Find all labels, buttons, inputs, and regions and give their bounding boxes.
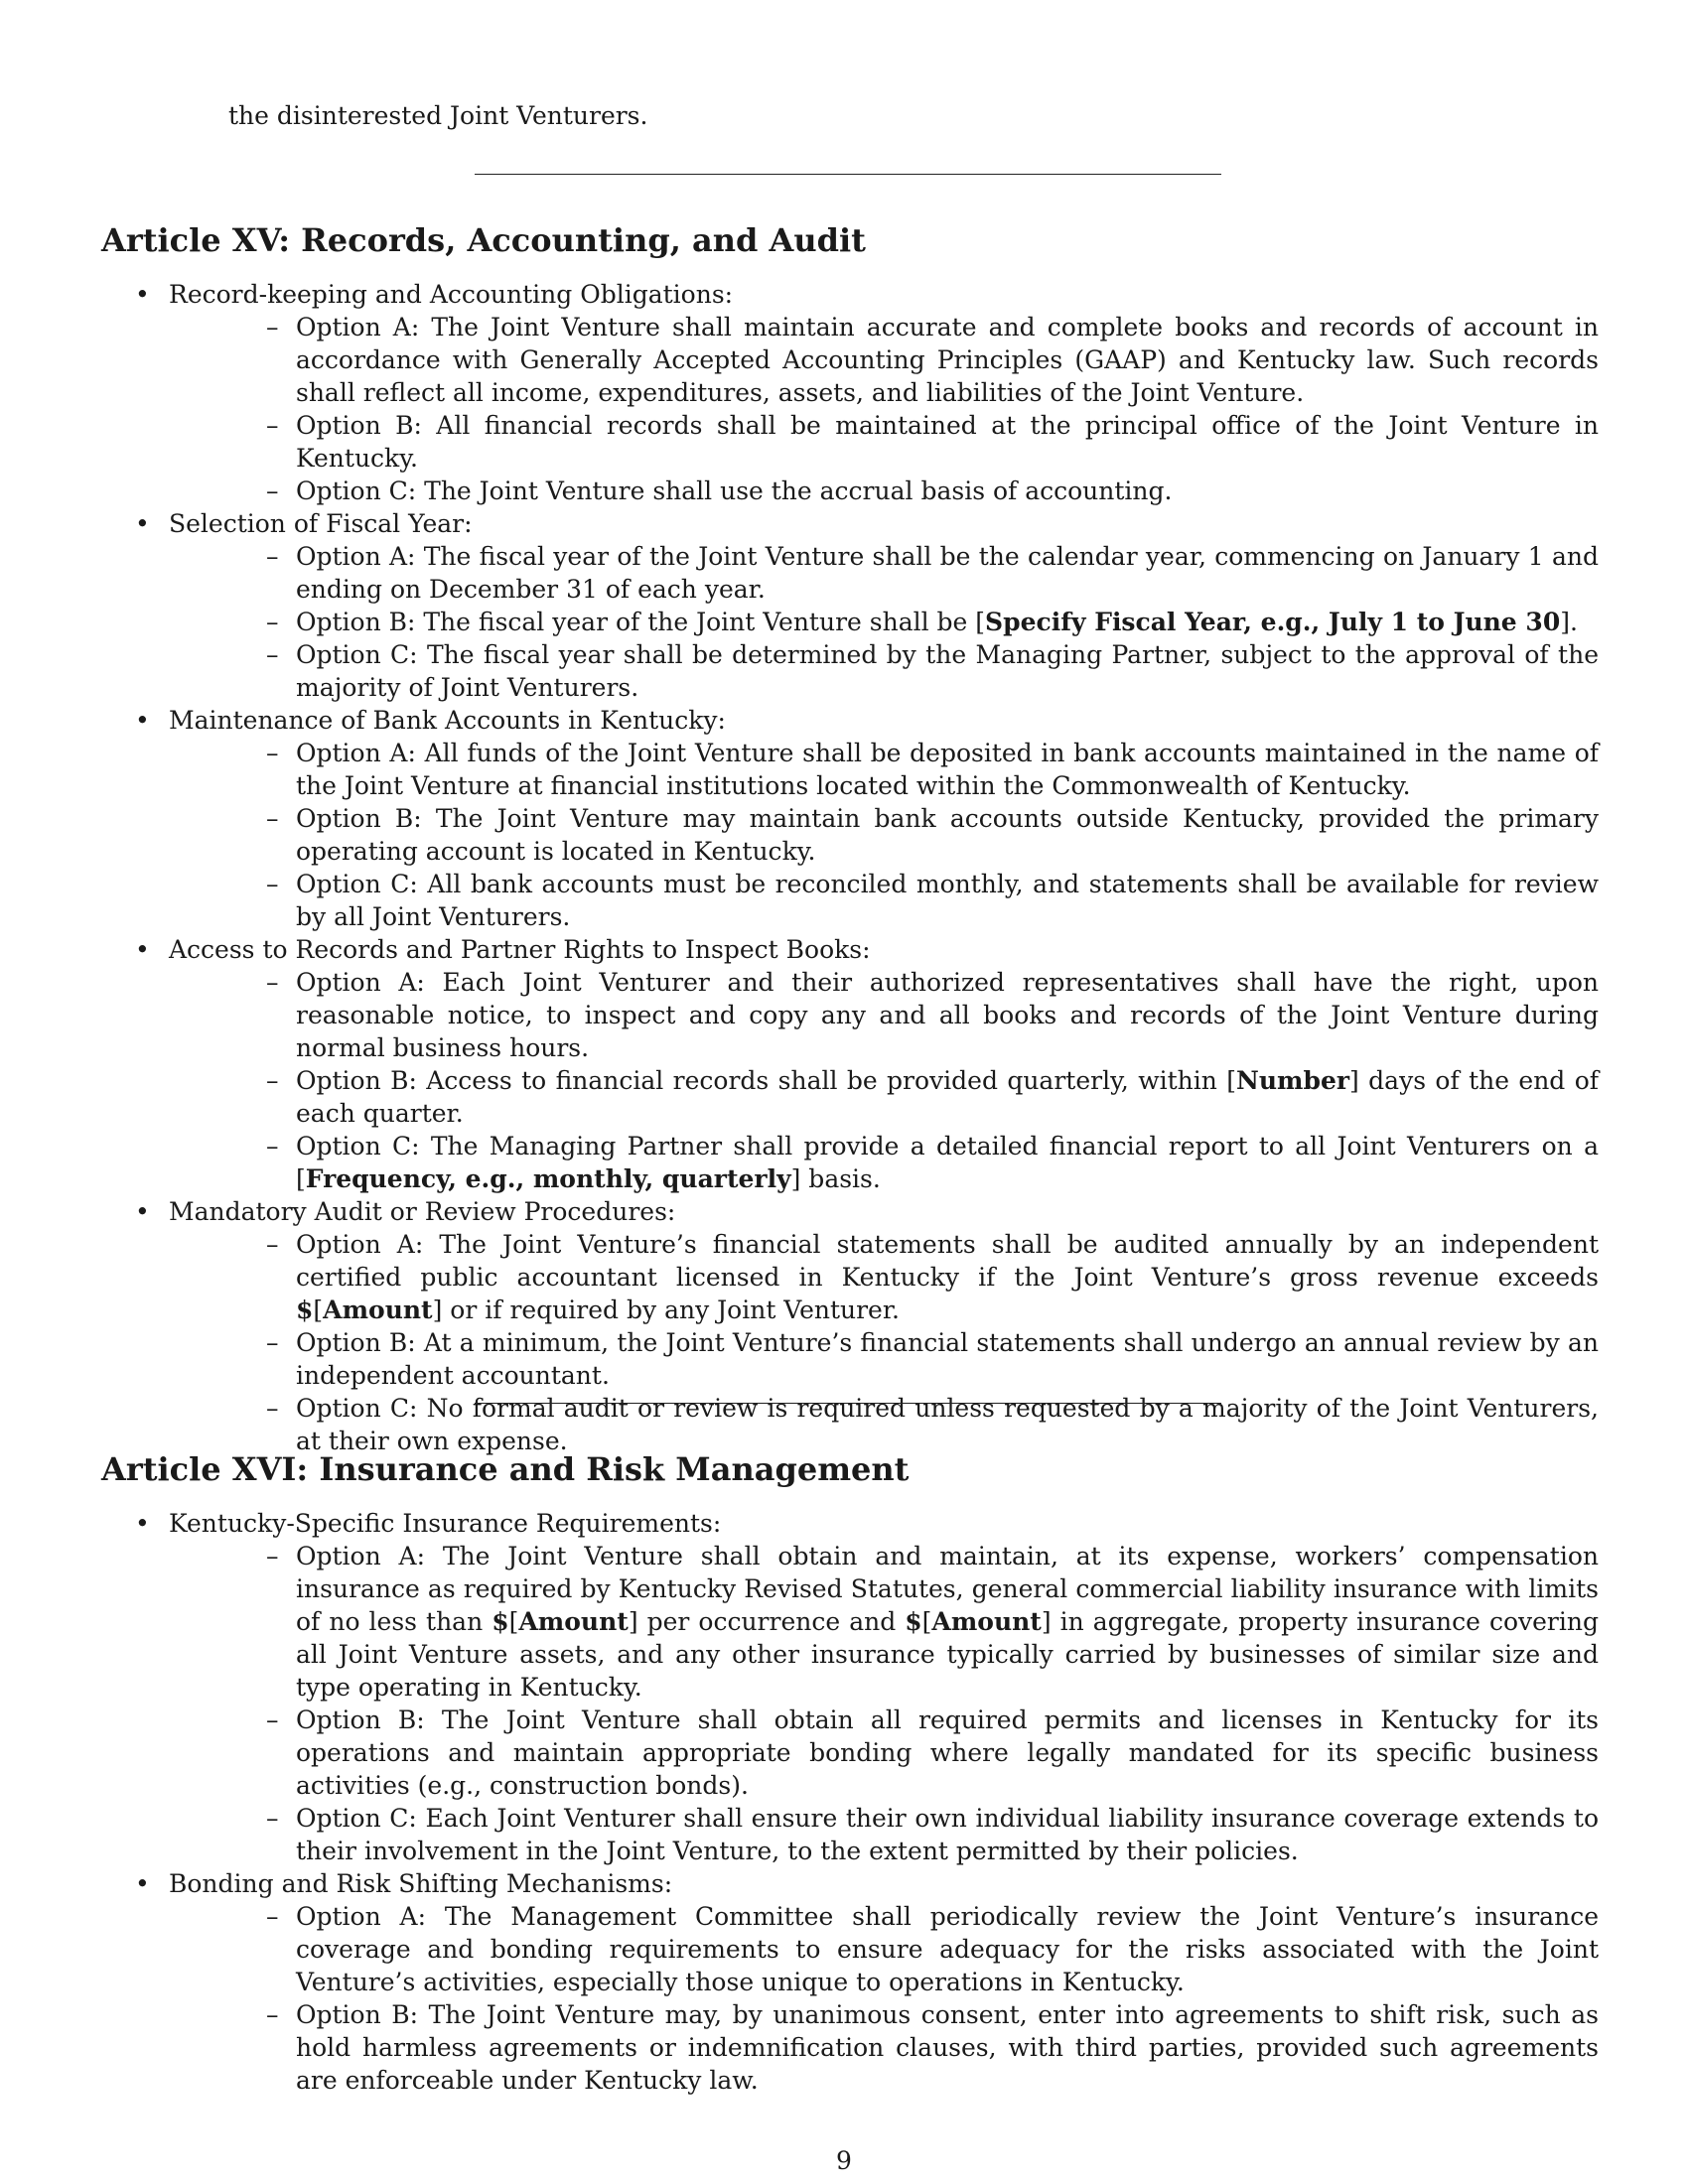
option-text: Option C: All bank accounts must be reconciled monthly, and statements shall be available for review by all Joint Venturers. bbox=[296, 870, 1599, 931]
dash-icon: – bbox=[266, 870, 279, 898]
provision-item bbox=[101, 704, 1599, 933]
provision-item bbox=[101, 1507, 1599, 1867]
dash-icon: – bbox=[266, 1230, 279, 1259]
option-item bbox=[169, 1802, 1599, 1867]
option-item bbox=[169, 1704, 1599, 1802]
option-text: Option B: Access to financial records shall be provided quarterly, within [ bbox=[296, 1066, 1236, 1095]
option-text: Option B: The Joint Venture may, by unanimous consent, enter into agreements to shift risk, such as hold harmless agreements or indemnification clauses, with third parties, provided such agreements are enforceable under Kentucky law. bbox=[296, 2000, 1599, 2095]
option-item bbox=[169, 540, 1599, 606]
option-list bbox=[169, 1900, 1599, 2097]
provision-item bbox=[101, 1867, 1599, 2097]
option-item bbox=[169, 1900, 1599, 1998]
dash-icon: – bbox=[266, 1394, 279, 1423]
option-text: Option C: No formal audit or review is required unless requested by a majority of the Joint Venturers, at their own expense. bbox=[296, 1394, 1599, 1455]
placeholder-text: Frequency, e.g., monthly, quarterly bbox=[305, 1164, 791, 1193]
bullet-icon: • bbox=[135, 280, 150, 309]
bullet-icon: • bbox=[135, 935, 150, 964]
option-item bbox=[169, 737, 1599, 802]
bullet-icon: • bbox=[135, 1869, 150, 1898]
option-item bbox=[169, 311, 1599, 409]
page-number: 9 bbox=[836, 2146, 852, 2175]
option-list bbox=[169, 1228, 1599, 1457]
option-text: Option A: The fiscal year of the Joint Venture shall be the calendar year, commencing on January 1 and ending on December 31 of each year. bbox=[296, 542, 1599, 604]
dash-icon: – bbox=[266, 739, 279, 767]
bullet-icon: • bbox=[135, 706, 150, 735]
bullet-icon: • bbox=[135, 509, 150, 538]
option-text: ] basis. bbox=[790, 1164, 881, 1193]
option-text: Option B: At a minimum, the Joint Venture’s financial statements shall undergo an annual review by an independent accountant. bbox=[296, 1328, 1599, 1390]
provision-label: Bonding and Risk Shifting Mechanisms: bbox=[169, 1869, 673, 1898]
dash-icon: – bbox=[266, 1804, 279, 1833]
dash-icon: – bbox=[266, 1706, 279, 1734]
option-text: Option A: Each Joint Venturer and their authorized representatives shall have the right, upon reasonable notice, to inspect and copy any and all books and records of the Joint Venture during normal business hours. bbox=[296, 968, 1599, 1062]
carry-over-text: the disinterested Joint Venturers. bbox=[228, 101, 648, 130]
option-text: [ bbox=[313, 1296, 324, 1324]
option-item bbox=[169, 475, 1599, 507]
option-item bbox=[169, 802, 1599, 868]
option-list bbox=[169, 737, 1599, 933]
option-text: ] per occurrence and bbox=[628, 1607, 906, 1636]
option-item bbox=[169, 1540, 1599, 1704]
option-text: Option B: The Joint Venture shall obtain all required permits and licenses in Kentucky for its operations and maintain appropriate bonding where legally mandated for its specific business activities (e.g., construction bonds). bbox=[296, 1706, 1599, 1800]
provision-label: Record-keeping and Accounting Obligations: bbox=[169, 280, 734, 309]
option-text: Option C: The fiscal year shall be determined by the Managing Partner, subject to the approval of the majority of Joint Venturers. bbox=[296, 640, 1599, 702]
dash-icon: – bbox=[266, 1542, 279, 1570]
option-item bbox=[169, 1130, 1599, 1195]
bullet-icon: • bbox=[135, 1509, 150, 1538]
option-text: Option B: The fiscal year of the Joint Venture shall be [ bbox=[296, 608, 986, 636]
dash-icon: – bbox=[266, 608, 279, 636]
dash-icon: – bbox=[266, 968, 279, 997]
provision-label: Selection of Fiscal Year: bbox=[169, 509, 473, 538]
dash-icon: – bbox=[266, 1902, 279, 1931]
option-item bbox=[169, 638, 1599, 704]
dash-icon: – bbox=[266, 313, 279, 341]
provision-item bbox=[101, 278, 1599, 507]
article-xv-list bbox=[101, 278, 1599, 1457]
option-list bbox=[169, 1540, 1599, 1867]
provision-label: Access to Records and Partner Rights to Inspect Books: bbox=[169, 935, 871, 964]
dash-icon: – bbox=[266, 804, 279, 833]
option-list bbox=[169, 540, 1599, 704]
dash-icon: – bbox=[266, 477, 279, 505]
dash-icon: – bbox=[266, 2000, 279, 2029]
provision-label: Maintenance of Bank Accounts in Kentucky: bbox=[169, 706, 726, 735]
option-item bbox=[169, 409, 1599, 475]
section-divider bbox=[475, 174, 1221, 175]
placeholder-text: $ bbox=[492, 1607, 509, 1636]
option-text: Option B: All financial records shall be maintained at the principal office of the Joint Venture in Kentucky. bbox=[296, 411, 1599, 473]
option-text: ]. bbox=[1560, 608, 1578, 636]
option-text: Option C: The Managing Partner shall provide a detailed financial report to all Joint Venturers on a [ bbox=[296, 1132, 1599, 1193]
option-item bbox=[169, 1228, 1599, 1326]
placeholder-text: $ bbox=[296, 1296, 314, 1324]
option-item bbox=[169, 868, 1599, 933]
provision-item bbox=[101, 507, 1599, 704]
option-text: Option A: The Joint Venture’s financial statements shall be audited annually by an independent certified public accountant licensed in Kentucky if the Joint Venture’s gross revenue exceeds bbox=[296, 1230, 1599, 1292]
option-item bbox=[169, 1064, 1599, 1130]
option-text: ] or if required by any Joint Venturer. bbox=[432, 1296, 901, 1324]
option-text: Option A: The Joint Venture shall obtain and maintain, at its expense, workers’ compensation insurance as required by Kentucky Revised Statutes, general commercial liability insurance with limits of no less than bbox=[296, 1542, 1599, 1636]
option-text: ] days of the end of each quarter. bbox=[296, 1066, 1599, 1128]
option-text: [ bbox=[921, 1607, 932, 1636]
article-xvi-title: Article XVI: Insurance and Risk Management bbox=[101, 1450, 910, 1488]
provision-item bbox=[101, 933, 1599, 1195]
option-text: Option C: The Joint Venture shall use the accrual basis of accounting. bbox=[296, 477, 1173, 505]
section-divider bbox=[475, 1403, 1221, 1404]
option-text: [ bbox=[508, 1607, 519, 1636]
placeholder-text: Specify Fiscal Year, e.g., July 1 to June 30 bbox=[985, 608, 1561, 636]
provision-label: Mandatory Audit or Review Procedures: bbox=[169, 1197, 676, 1226]
option-text: Option A: The Management Committee shall periodically review the Joint Venture’s insurance coverage and bonding requirements to ensure adequacy for the risks associated with the Joint Venture’s activities, especially those unique to operations in Kentucky. bbox=[296, 1902, 1599, 1996]
option-item bbox=[169, 966, 1599, 1064]
dash-icon: – bbox=[266, 1328, 279, 1357]
dash-icon: – bbox=[266, 1066, 279, 1095]
option-item bbox=[169, 1392, 1599, 1457]
article-xvi-list bbox=[101, 1507, 1599, 2097]
placeholder-text: $ bbox=[905, 1607, 922, 1636]
option-text: Option C: Each Joint Venturer shall ensure their own individual liability insurance coverage extends to their involvement in the Joint Venture, to the extent permitted by their policies. bbox=[296, 1804, 1599, 1865]
option-list bbox=[169, 311, 1599, 507]
dash-icon: – bbox=[266, 1132, 279, 1160]
placeholder-text: Amount bbox=[323, 1296, 433, 1324]
dash-icon: – bbox=[266, 640, 279, 669]
placeholder-text: Number bbox=[1235, 1066, 1350, 1095]
option-list bbox=[169, 966, 1599, 1195]
option-item bbox=[169, 1998, 1599, 2097]
option-text: Option A: All funds of the Joint Venture shall be deposited in bank accounts maintained in the name of the Joint Venture at financial institutions located within the Commonwealth of Kentucky. bbox=[296, 739, 1599, 800]
option-text: Option A: The Joint Venture shall maintain accurate and complete books and records of account in accordance with Generally Accepted Accounting Principles (GAAP) and Kentucky law. Such records shall reflect all income, expenditures, assets, and liabilities of the Joint Venture. bbox=[296, 313, 1599, 407]
dash-icon: – bbox=[266, 542, 279, 571]
option-text: Option B: The Joint Venture may maintain bank accounts outside Kentucky, provided the primary operating account is located in Kentucky. bbox=[296, 804, 1599, 866]
placeholder-text: Amount bbox=[931, 1607, 1042, 1636]
provision-item bbox=[101, 1195, 1599, 1457]
provision-label: Kentucky-Specific Insurance Requirements: bbox=[169, 1509, 722, 1538]
option-item bbox=[169, 1326, 1599, 1392]
dash-icon: – bbox=[266, 411, 279, 440]
option-item bbox=[169, 606, 1599, 638]
bullet-icon: • bbox=[135, 1197, 150, 1226]
option-text: ] in aggregate, property insurance covering all Joint Venture assets, and any other insurance typically carried by businesses of similar size and type operating in Kentucky. bbox=[296, 1607, 1599, 1702]
placeholder-text: Amount bbox=[518, 1607, 629, 1636]
article-xv-title: Article XV: Records, Accounting, and Audit bbox=[101, 221, 866, 259]
